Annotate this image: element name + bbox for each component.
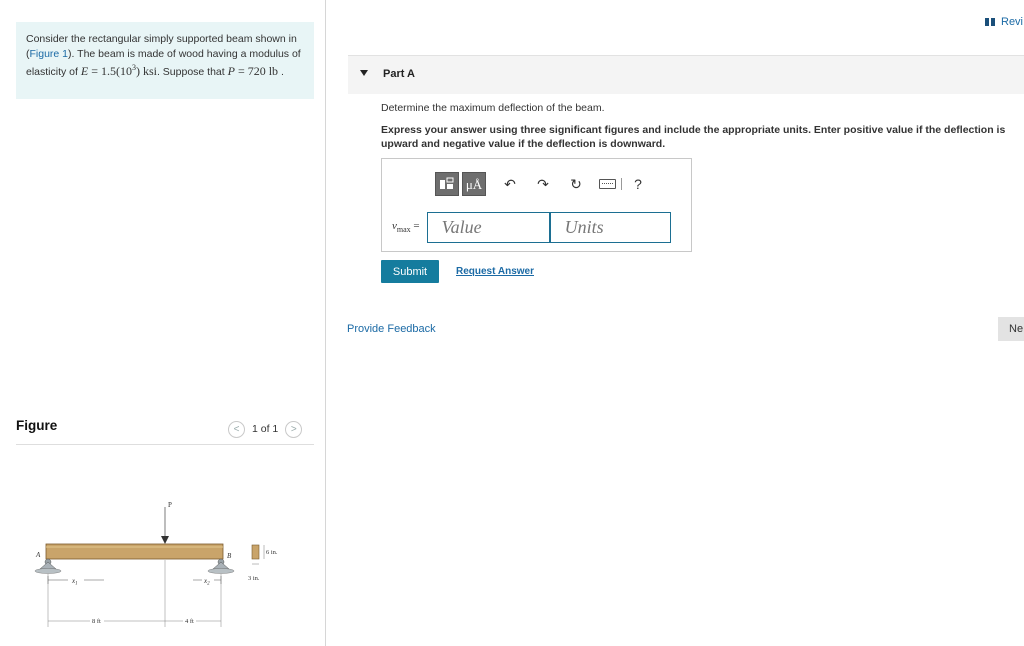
beam [46,544,223,559]
cross-section [252,545,264,564]
part-a-label: Part A [383,68,415,80]
variable-label [392,220,420,234]
figure-navigation [228,420,302,438]
help-icon: ? [634,176,642,192]
problem-statement [16,22,314,99]
next-button[interactable]: Ne [998,317,1024,341]
variable-subscript: max [396,225,411,235]
x2-subscript: 2 [207,581,210,587]
dimension-lines [48,560,221,627]
problem-text: . Suppose that [156,66,228,78]
answer-box [381,158,692,252]
part-a-header[interactable] [348,56,1024,94]
provide-feedback-link[interactable]: Provide Feedback [347,323,436,335]
units-input[interactable]: Units [550,212,671,243]
collapse-caret-icon[interactable] [360,70,368,76]
request-answer-link[interactable]: Request Answer [456,266,534,277]
undo-icon: ↶ [504,175,516,192]
equals-sign: = [410,219,420,232]
panel-divider [325,0,326,646]
x1-subscript: 1 [75,581,78,587]
load-label: P [168,501,172,509]
keyboard-button[interactable] [597,172,617,196]
left-panel [0,0,325,646]
roller-support-b [208,559,234,574]
beam-diagram [28,492,298,632]
load-arrow-head [161,536,169,544]
undo-button[interactable] [498,172,522,196]
review-link[interactable] [985,16,1023,28]
support-b-label: B [227,552,232,560]
math-toolbar [435,171,650,197]
answer-instructions [381,124,1024,151]
value-input[interactable]: Value [427,212,550,243]
modulus-unit: ) ksi [135,64,157,78]
submit-button[interactable]: Submit [381,260,439,283]
redo-icon: ↷ [537,175,549,192]
figure-divider [16,444,314,445]
modulus-symbol: E [80,64,89,78]
toolbar-separator [621,178,622,190]
figure-title: Figure [16,418,58,433]
x2-label [203,577,210,587]
units-button[interactable] [462,172,486,196]
section-height-label: 6 in. [266,549,278,556]
load-value: = 720 lb [234,64,279,78]
redo-button[interactable] [531,172,555,196]
x1-symbol: x [72,577,76,585]
units-symbol: μÅ [465,176,483,192]
figure-counter: 1 of 1 [252,423,279,435]
instructions-line-2: upward and negative value if the deflection is downward. [381,137,666,150]
modulus-value: = 1.5(10 [88,64,132,78]
templates-icon [439,177,455,191]
section-width-label: 3 in. [248,575,260,582]
answer-row [392,211,671,243]
span-1-label: 8 ft [92,618,101,625]
reset-button[interactable] [564,172,588,196]
variable-symbol: v [392,219,397,232]
support-a-label: A [36,551,41,559]
keyboard-icon [599,179,616,189]
modulus-exponent: 3 [131,63,136,72]
next-figure-button[interactable]: > [285,421,302,438]
span-2-label: 4 ft [185,618,194,625]
review-label: Revi [1001,16,1024,28]
problem-text: ). The beam is made of wood having a modulus of elasticity of [26,47,301,78]
templates-button[interactable] [435,172,459,196]
modulus-expression [81,64,157,78]
help-button[interactable] [626,172,650,196]
problem-text: . [278,66,284,78]
previous-figure-button[interactable]: < [228,421,245,438]
pin-support-a [35,559,61,574]
load-expression [228,64,278,78]
figure-link[interactable]: Figure 1 [29,47,69,60]
question-text: Determine the maximum deflection of the beam. [381,102,605,114]
x1-label [71,577,78,587]
load-symbol: P [227,64,235,78]
reset-icon: ↻ [570,175,582,192]
review-icon [985,18,996,26]
instructions-line-1: Express your answer using three significant figures and include the appropriate units. Enter positive value if the deflection is [381,124,1006,136]
problem-text: Consider the rectangular simply supported beam shown in ( [26,33,297,60]
x2-symbol: x [204,577,208,585]
